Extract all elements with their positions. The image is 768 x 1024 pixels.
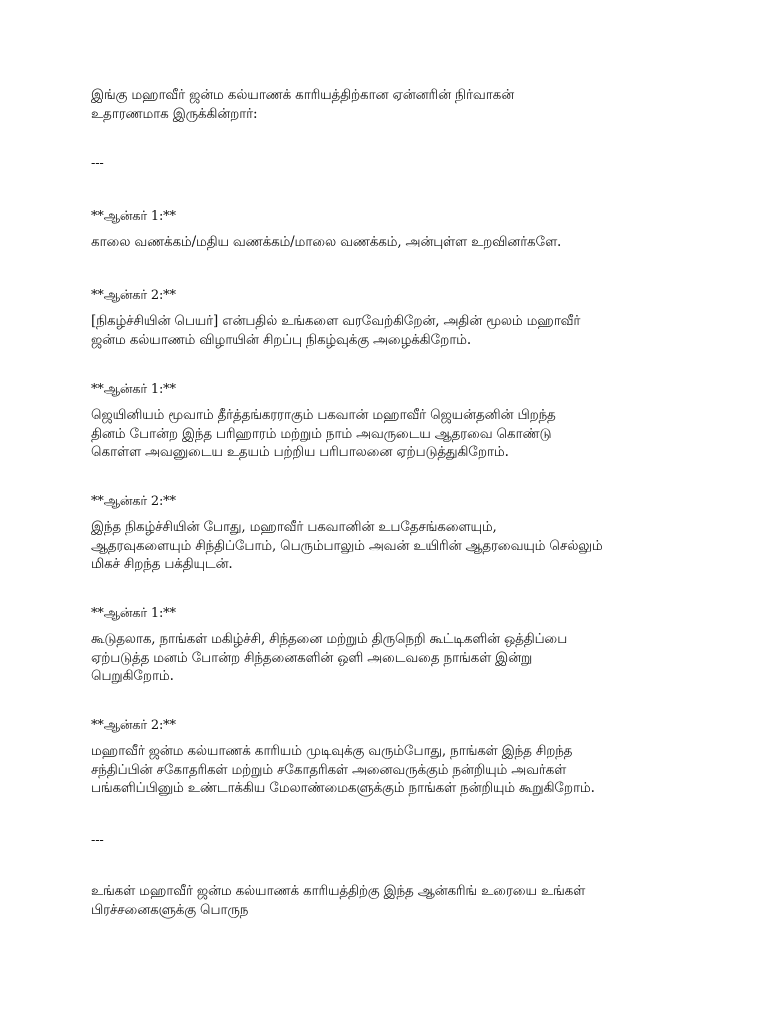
paragraph-line: காலை வணக்கம்/மதிய வணக்கம்/மாலை வணக்கம், அன்புள்ள உறவினர்களே. <box>91 234 562 250</box>
intro-paragraph <box>91 86 691 123</box>
paragraph-line: கூடுதலாக, நாங்கள் மகிழ்ச்சி, சிந்தனை மற்றும் திருநெறி கூட்டிகளின் ஒத்திப்பை <box>91 631 568 647</box>
paragraph-line: ஜெயினியம் மூவாம் தீர்த்தங்கரராகும் பகவான் மஹாவீர் ஜெயன்தனின் பிறந்த <box>91 407 556 423</box>
paragraph-line: சந்திப்பின் சகோதரிகள் மற்றும் சகோதரிகள் அனைவருக்கும் நன்றியும் அவர்கள் <box>91 761 567 778</box>
paragraph-line: ஆதரவுகளையும் சிந்திப்போம், பெரும்பாலும் அவன் உயிரின் ஆதரவையும் செல்லும் <box>91 537 603 554</box>
speaker-label: **ஆன்கர் 2:** <box>91 288 176 303</box>
speaker-paragraph <box>91 233 691 252</box>
intro-line: இங்கு மஹாவீர் ஜன்ம கல்யாணக் காரியத்திற்கான ஏன்னரின் நிர்வாகன் <box>91 87 514 103</box>
paragraph-line: மிகச் சிறந்த பக்தியுடன். <box>91 556 233 572</box>
speaker-label: **ஆன்கர் 1:** <box>91 606 176 621</box>
speaker-label: **ஆன்கர் 1:** <box>91 209 176 224</box>
speaker-label: **ஆன்கர் 1:** <box>91 382 176 397</box>
closing-paragraph <box>91 882 691 919</box>
paragraph-line: இந்த நிகழ்ச்சியின் போது, மஹாவீர் பகவானின் உபதேசங்களையும், <box>91 519 497 535</box>
paragraph-line: தினம் போன்ற இந்த பரிஹாரம் மற்றும் நாம் அவருடைய ஆதரவை கொண்டு <box>91 425 552 442</box>
speaker-label: **ஆன்கர் 2:** <box>91 494 176 509</box>
paragraph-line: ஏற்படுத்த மனம் போன்ற சிந்தனைகளின் ஒளி அடைவதை நாங்கள் இன்று <box>91 649 533 666</box>
speaker-paragraph <box>91 518 691 574</box>
paragraph-line: பங்களிப்பினும் உண்டாக்கிய மேலாண்மைகளுக்கும் நாங்கள் நன்றியும் கூறுகிறோம். <box>91 780 595 796</box>
paragraph-line: ஜன்ம கல்யாணம் விழாயின் சிறப்பு நிகழ்வுக்கு அழைக்கிறோம். <box>91 331 471 348</box>
intro-line: உதாரணமாக இருக்கின்றார்: <box>91 105 258 122</box>
speaker-paragraph <box>91 742 691 798</box>
separator-top: --- <box>91 156 104 171</box>
closing-line: உங்கள் மஹாவீர் ஜன்ம கல்யாணக் காரியத்திற்கு இந்த ஆன்கரிங் உரையை உங்கள் <box>91 883 586 899</box>
paragraph-line: மஹாவீர் ஜன்ம கல்யாணக் காரியம் முடிவுக்கு வரும்போது, நாங்கள் இந்த சிறந்த <box>91 743 573 759</box>
paragraph-line: பெறுகிறோம். <box>91 668 174 684</box>
speaker-paragraph <box>91 630 691 686</box>
paragraph-line: [நிகழ்ச்சியின் பெயர்] என்பதில் உங்களை வரவேற்கிறேன், அதின் மூலம் மஹாவீர் <box>91 313 581 329</box>
separator-bottom: --- <box>91 833 104 848</box>
closing-line: பிரச்சனைகளுக்கு பொருந <box>91 901 249 918</box>
speaker-paragraph <box>91 406 691 462</box>
speaker-label: **ஆன்கர் 2:** <box>91 718 176 733</box>
speaker-paragraph <box>91 312 691 349</box>
paragraph-line: கொள்ள அவனுடைய உதயம் பற்றிய பரிபாலனை ஏற்படுத்துகிறோம். <box>91 444 509 460</box>
